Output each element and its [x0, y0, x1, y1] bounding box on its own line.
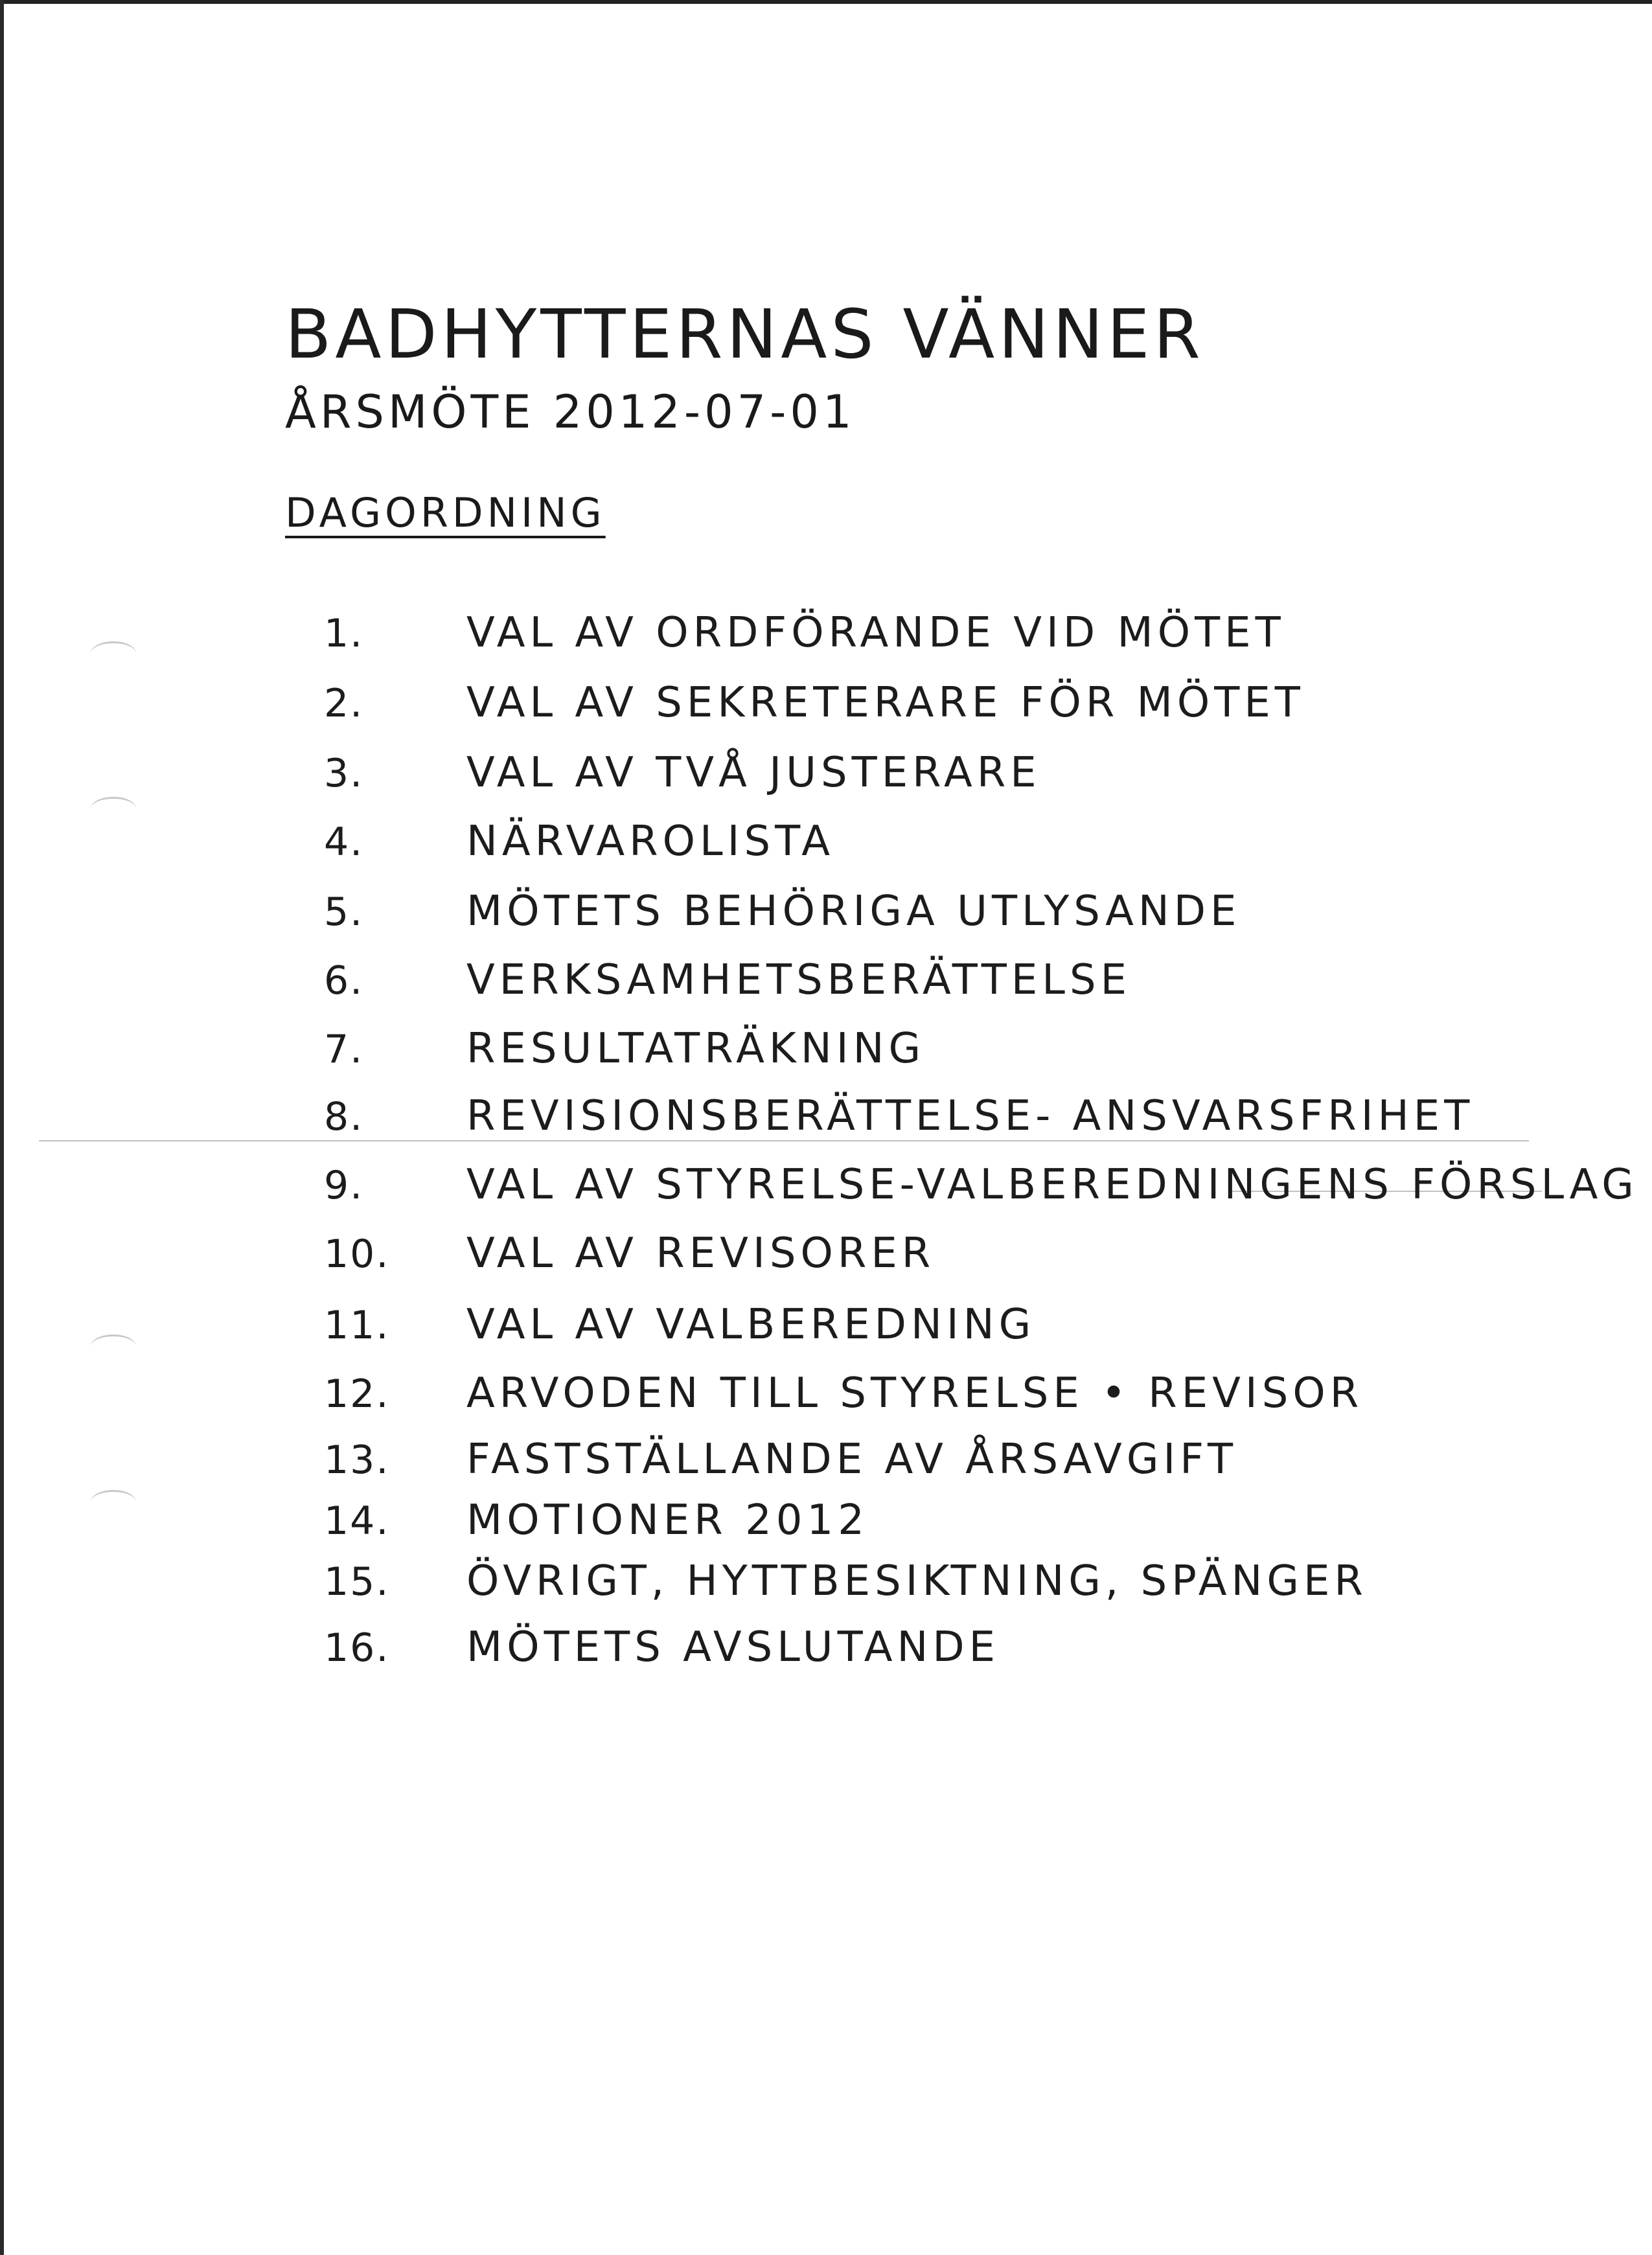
- agenda-item-number: 16.: [324, 1625, 390, 1671]
- agenda-item: [324, 679, 1305, 737]
- agenda-item-number: 13.: [324, 1437, 390, 1483]
- agenda-item-text: VAL AV ORDFÖRANDE VID MÖTET: [466, 609, 1285, 657]
- agenda-item-text: VAL AV VALBEREDNING: [466, 1301, 1036, 1349]
- agenda-item-number: 2.: [324, 681, 364, 726]
- agenda-item-number: 5.: [324, 889, 364, 935]
- agenda-item-text: VAL AV REVISORER: [466, 1230, 935, 1277]
- agenda-item-text: MOTIONER 2012: [466, 1496, 869, 1544]
- agenda-item: [324, 956, 1131, 1014]
- agenda-item-number: 11.: [324, 1303, 390, 1348]
- agenda-item-number: 8.: [324, 1094, 364, 1139]
- agenda-item-number: 4.: [324, 819, 364, 865]
- agenda-item: [324, 1301, 1035, 1359]
- agenda-item-number: 7.: [324, 1027, 364, 1072]
- agenda-item: [324, 1092, 1474, 1150]
- agenda-item-number: 9.: [324, 1163, 364, 1208]
- agenda-item: [324, 1230, 935, 1288]
- agenda-item: [324, 1025, 925, 1083]
- agenda-item: [324, 818, 834, 876]
- agenda-item-text: MÖTETS AVSLUTANDE: [466, 1623, 1000, 1671]
- document-title: BADHYTTERNAS VÄNNER: [285, 295, 1204, 374]
- scan-edge-top: [0, 0, 1652, 4]
- agenda-item-number: 15.: [324, 1559, 390, 1605]
- agenda-item-number: 6.: [324, 958, 364, 1003]
- agenda-item: [324, 1623, 1000, 1682]
- meeting-date-subtitle: ÅRSMÖTE 2012-07-01: [285, 385, 856, 439]
- agenda-item: [324, 1496, 869, 1555]
- agenda-item-text: VERKSAMHETSBERÄTTELSE: [466, 956, 1131, 1004]
- agenda-item: [324, 1436, 1237, 1494]
- agenda-heading: DAGORDNING: [285, 489, 606, 536]
- agenda-item-number: 12.: [324, 1371, 390, 1417]
- agenda-item: [324, 609, 1285, 667]
- agenda-item-text: VAL AV TVÅ JUSTERARE: [466, 749, 1041, 797]
- agenda-item-text: FASTSTÄLLANDE AV ÅRSAVGIFT: [466, 1436, 1238, 1483]
- agenda-item-text: MÖTETS BEHÖRIGA UTLYSANDE: [466, 887, 1241, 935]
- agenda-item-number: 10.: [324, 1231, 390, 1277]
- agenda-item: [324, 1369, 1363, 1428]
- agenda-item: [324, 1557, 1368, 1616]
- punch-hole-mark: [91, 797, 136, 821]
- agenda-item-text: VAL AV SEKRETERARE FÖR MÖTET: [466, 679, 1305, 727]
- agenda-item-text: NÄRVAROLISTA: [466, 818, 834, 865]
- agenda-item-text: REVISIONSBERÄTTELSE- ANSVARSFRIHET: [466, 1092, 1474, 1140]
- scan-edge-left: [0, 0, 4, 2255]
- punch-hole-mark: [91, 1334, 136, 1358]
- agenda-item: [324, 749, 1041, 807]
- agenda-item-number: 14.: [324, 1498, 390, 1544]
- punch-hole-mark: [91, 641, 136, 665]
- agenda-item-number: 3.: [324, 751, 364, 796]
- agenda-item: [324, 1161, 1638, 1219]
- agenda-item: [324, 887, 1241, 946]
- agenda-item-text: RESULTATRÄKNING: [466, 1025, 926, 1073]
- agenda-item-text: ARVODEN TILL STYRELSE • REVISOR: [466, 1369, 1364, 1417]
- agenda-item-text: ÖVRIGT, HYTTBESIKTNING, SPÄNGER: [466, 1557, 1368, 1605]
- punch-hole-mark: [91, 1490, 136, 1514]
- agenda-item-number: 1.: [324, 611, 364, 656]
- agenda-item-text: VAL AV STYRELSE-VALBEREDNINGENS FÖRSLAG: [466, 1161, 1638, 1209]
